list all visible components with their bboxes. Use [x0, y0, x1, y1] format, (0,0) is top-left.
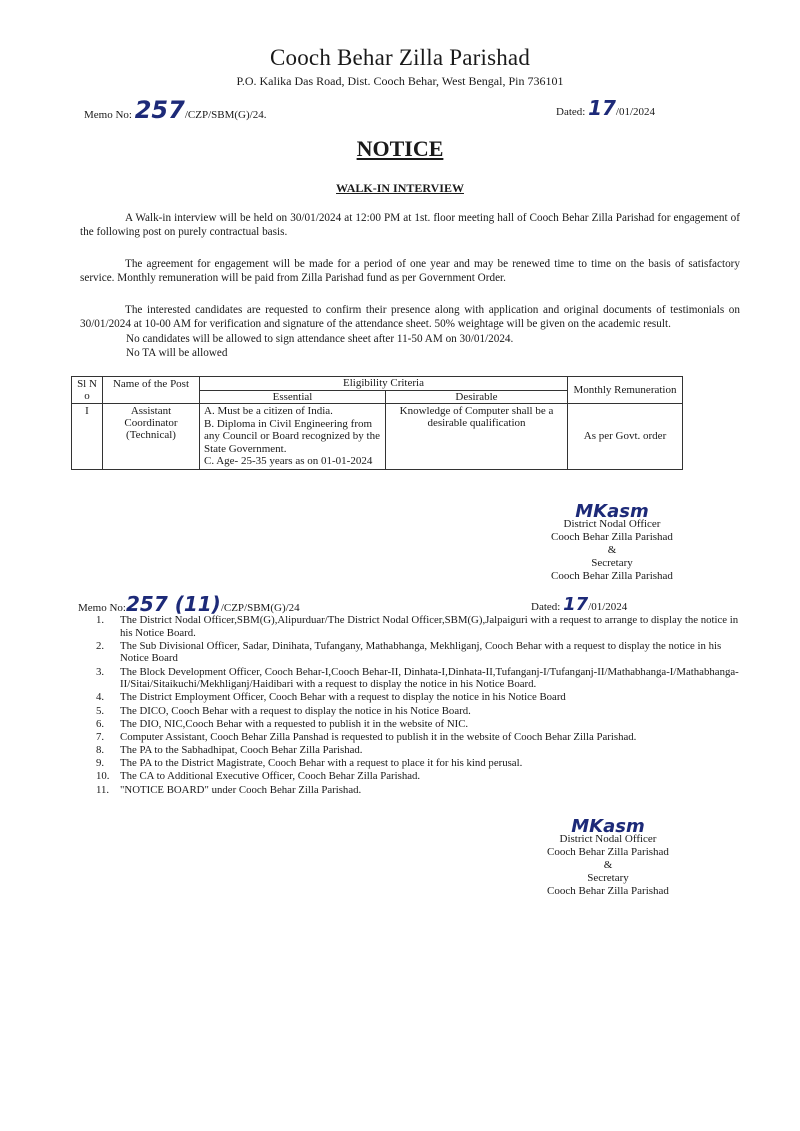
signature-designation: District Nodal Officer [563, 518, 661, 530]
header-sl: Sl N o [72, 377, 103, 404]
memo-date-line [556, 96, 655, 120]
essential-b: B. Diploma in Civil Engineering from any Council or Board recognized by the State Government. [204, 417, 380, 455]
essential-c: C. Age- 25-35 years as on 01-01-2024 [204, 455, 373, 467]
signature-mark: MKasm [571, 816, 645, 837]
signature-secretary: Secretary [591, 557, 633, 569]
paragraph-interview: A Walk-in interview will be held on 30/01/2024 at 12:00 PM at 1st. floor meeting hall of Cooch Behar Zilla Parishad for engagement of the following post on purely contractual basis. [80, 212, 740, 238]
list-item: 6. The DIO, NIC,Cooch Behar with a requested to publish it in the website of NIC. [96, 717, 469, 730]
paragraph-candidates: The interested candidates are requested to confirm their presence along with application and original documents of testimonials on 30/01/2024 at 10-00 AM for verification and signature of the attendance sheet. 50% weightage will be given on the academic result. [80, 304, 740, 330]
memo-label: Memo No: [84, 109, 132, 121]
list-item: 2. The Sub Divisional Officer, Sadar, Dinihata, Tufangany, Mathabhanga, Mekhliganj, Cooch Behar with a request to display the notice in his Notice Board [96, 639, 722, 665]
row-remuneration: As per Govt. order [568, 404, 683, 470]
memo-number-line [84, 96, 266, 124]
list-item: 11. "NOTICE BOARD" under Cooch Behar Zilla Parishad. [96, 783, 362, 796]
memo2-date-rest: /01/2024 [588, 601, 628, 613]
signature-office-2: Cooch Behar Zilla Parishad [547, 885, 669, 897]
list-item: 8. The PA to the Sabhadhipat, Cooch Behar Zilla Parishad. [96, 744, 363, 757]
signature-mark: MKasm [575, 501, 649, 522]
no-ta-note: No TA will be allowed [126, 347, 228, 359]
list-item: 1. The District Nodal Officer,SBM(G),Alipurduar/The District Nodal Officer,SBM(G),Jalpaiguri with a request to arrange to display the notice in his Notice Board. [96, 614, 739, 639]
notice-subtitle: WALK-IN INTERVIEW [336, 181, 464, 195]
signature-designation: District Nodal Officer [559, 833, 657, 845]
memo2-number: 257 (11) [125, 592, 221, 616]
signature-office: Cooch Behar Zilla Parishad [547, 846, 669, 858]
essential-a: A. Must be a citizen of India. [204, 405, 333, 417]
notice-title: NOTICE [356, 136, 444, 161]
paragraph-agreement: The agreement for engagement will be made for a period of one year and may be renewed time to time on the basis of satisfactory service. Monthly remuneration will be paid from Zilla Parishad fund as per Government Order. [80, 258, 740, 284]
list-item: 9. The PA to the District Magistrate, Cooch Behar with a request to place it for his kind perusal. [96, 757, 523, 770]
signature-office: Cooch Behar Zilla Parishad [551, 531, 673, 543]
signature-block-2 [508, 816, 708, 898]
memo2-label: Memo No: [78, 602, 126, 614]
memo-suffix: /CZP/SBM(G)/24. [184, 109, 267, 121]
memo-number: 257 [134, 96, 185, 124]
row-post: Assistant Coordinator (Technical) [103, 404, 200, 470]
header-essential: Essential [200, 390, 386, 404]
list-item: 4. The District Employment Officer, Cooch Behar with a request to display the notice in his Notice Board [96, 691, 566, 704]
memo2-date-line [531, 594, 627, 615]
signature-secretary: Secretary [587, 872, 629, 884]
row-sl: I [72, 404, 103, 470]
memo2-date-day: 17 [563, 594, 589, 615]
row-desirable: Knowledge of Computer shall be a desirable qualification [386, 404, 568, 470]
distribution-list [92, 614, 742, 797]
header-criteria: Eligibility Criteria [200, 377, 568, 391]
list-item: 5. The DICO, Cooch Behar with a request to display the notice in his Notice Board. [96, 704, 471, 717]
attendance-deadline: No candidates will be allowed to sign attendance sheet after 11-50 AM on 30/01/2024. [126, 333, 514, 345]
organization-address: P.O. Kalika Das Road, Dist. Cooch Behar, West Bengal, Pin 736101 [236, 74, 564, 88]
signature-ampersand: & [603, 859, 613, 871]
signature-ampersand: & [607, 544, 617, 556]
header-desirable: Desirable [386, 390, 568, 404]
memo2-number-line [78, 592, 300, 616]
header-post: Name of the Post [103, 377, 200, 404]
signature-office-2: Cooch Behar Zilla Parishad [551, 570, 673, 582]
table-row [72, 404, 683, 470]
list-item: 10. The CA to Additional Executive Officer, Cooch Behar Zilla Parishad. [96, 770, 421, 783]
eligibility-table [71, 376, 683, 470]
row-essential [200, 404, 386, 470]
header-remuneration: Monthly Remuneration [568, 377, 683, 404]
list-item: 3. The Block Development Officer, Cooch Behar-I,Cooch Behar-II, Dinhata-I,Dinhata-II,Tufanganj-I/Tufanganj-II/Mathabhanga-I/Mathabhanga-II/Sitai/Sitaikuchi/Mekhliganj/Haidibari with a request to display the notice in his Notice Board. [96, 665, 739, 691]
list-item: 7. Computer Assistant, Cooch Behar Zilla Panshad is requested to publish it in the website of Cooch Behar Zilla Parishad. [96, 730, 637, 743]
date-label: Dated: [556, 106, 586, 118]
date-rest: /01/2024 [615, 106, 656, 118]
memo2-date-label: Dated: [531, 601, 561, 613]
organization-title: Cooch Behar Zilla Parishad [269, 45, 531, 70]
date-day: 17 [588, 96, 616, 120]
memo2-suffix: /CZP/SBM(G)/24 [220, 602, 300, 614]
signature-block-1 [512, 501, 712, 583]
